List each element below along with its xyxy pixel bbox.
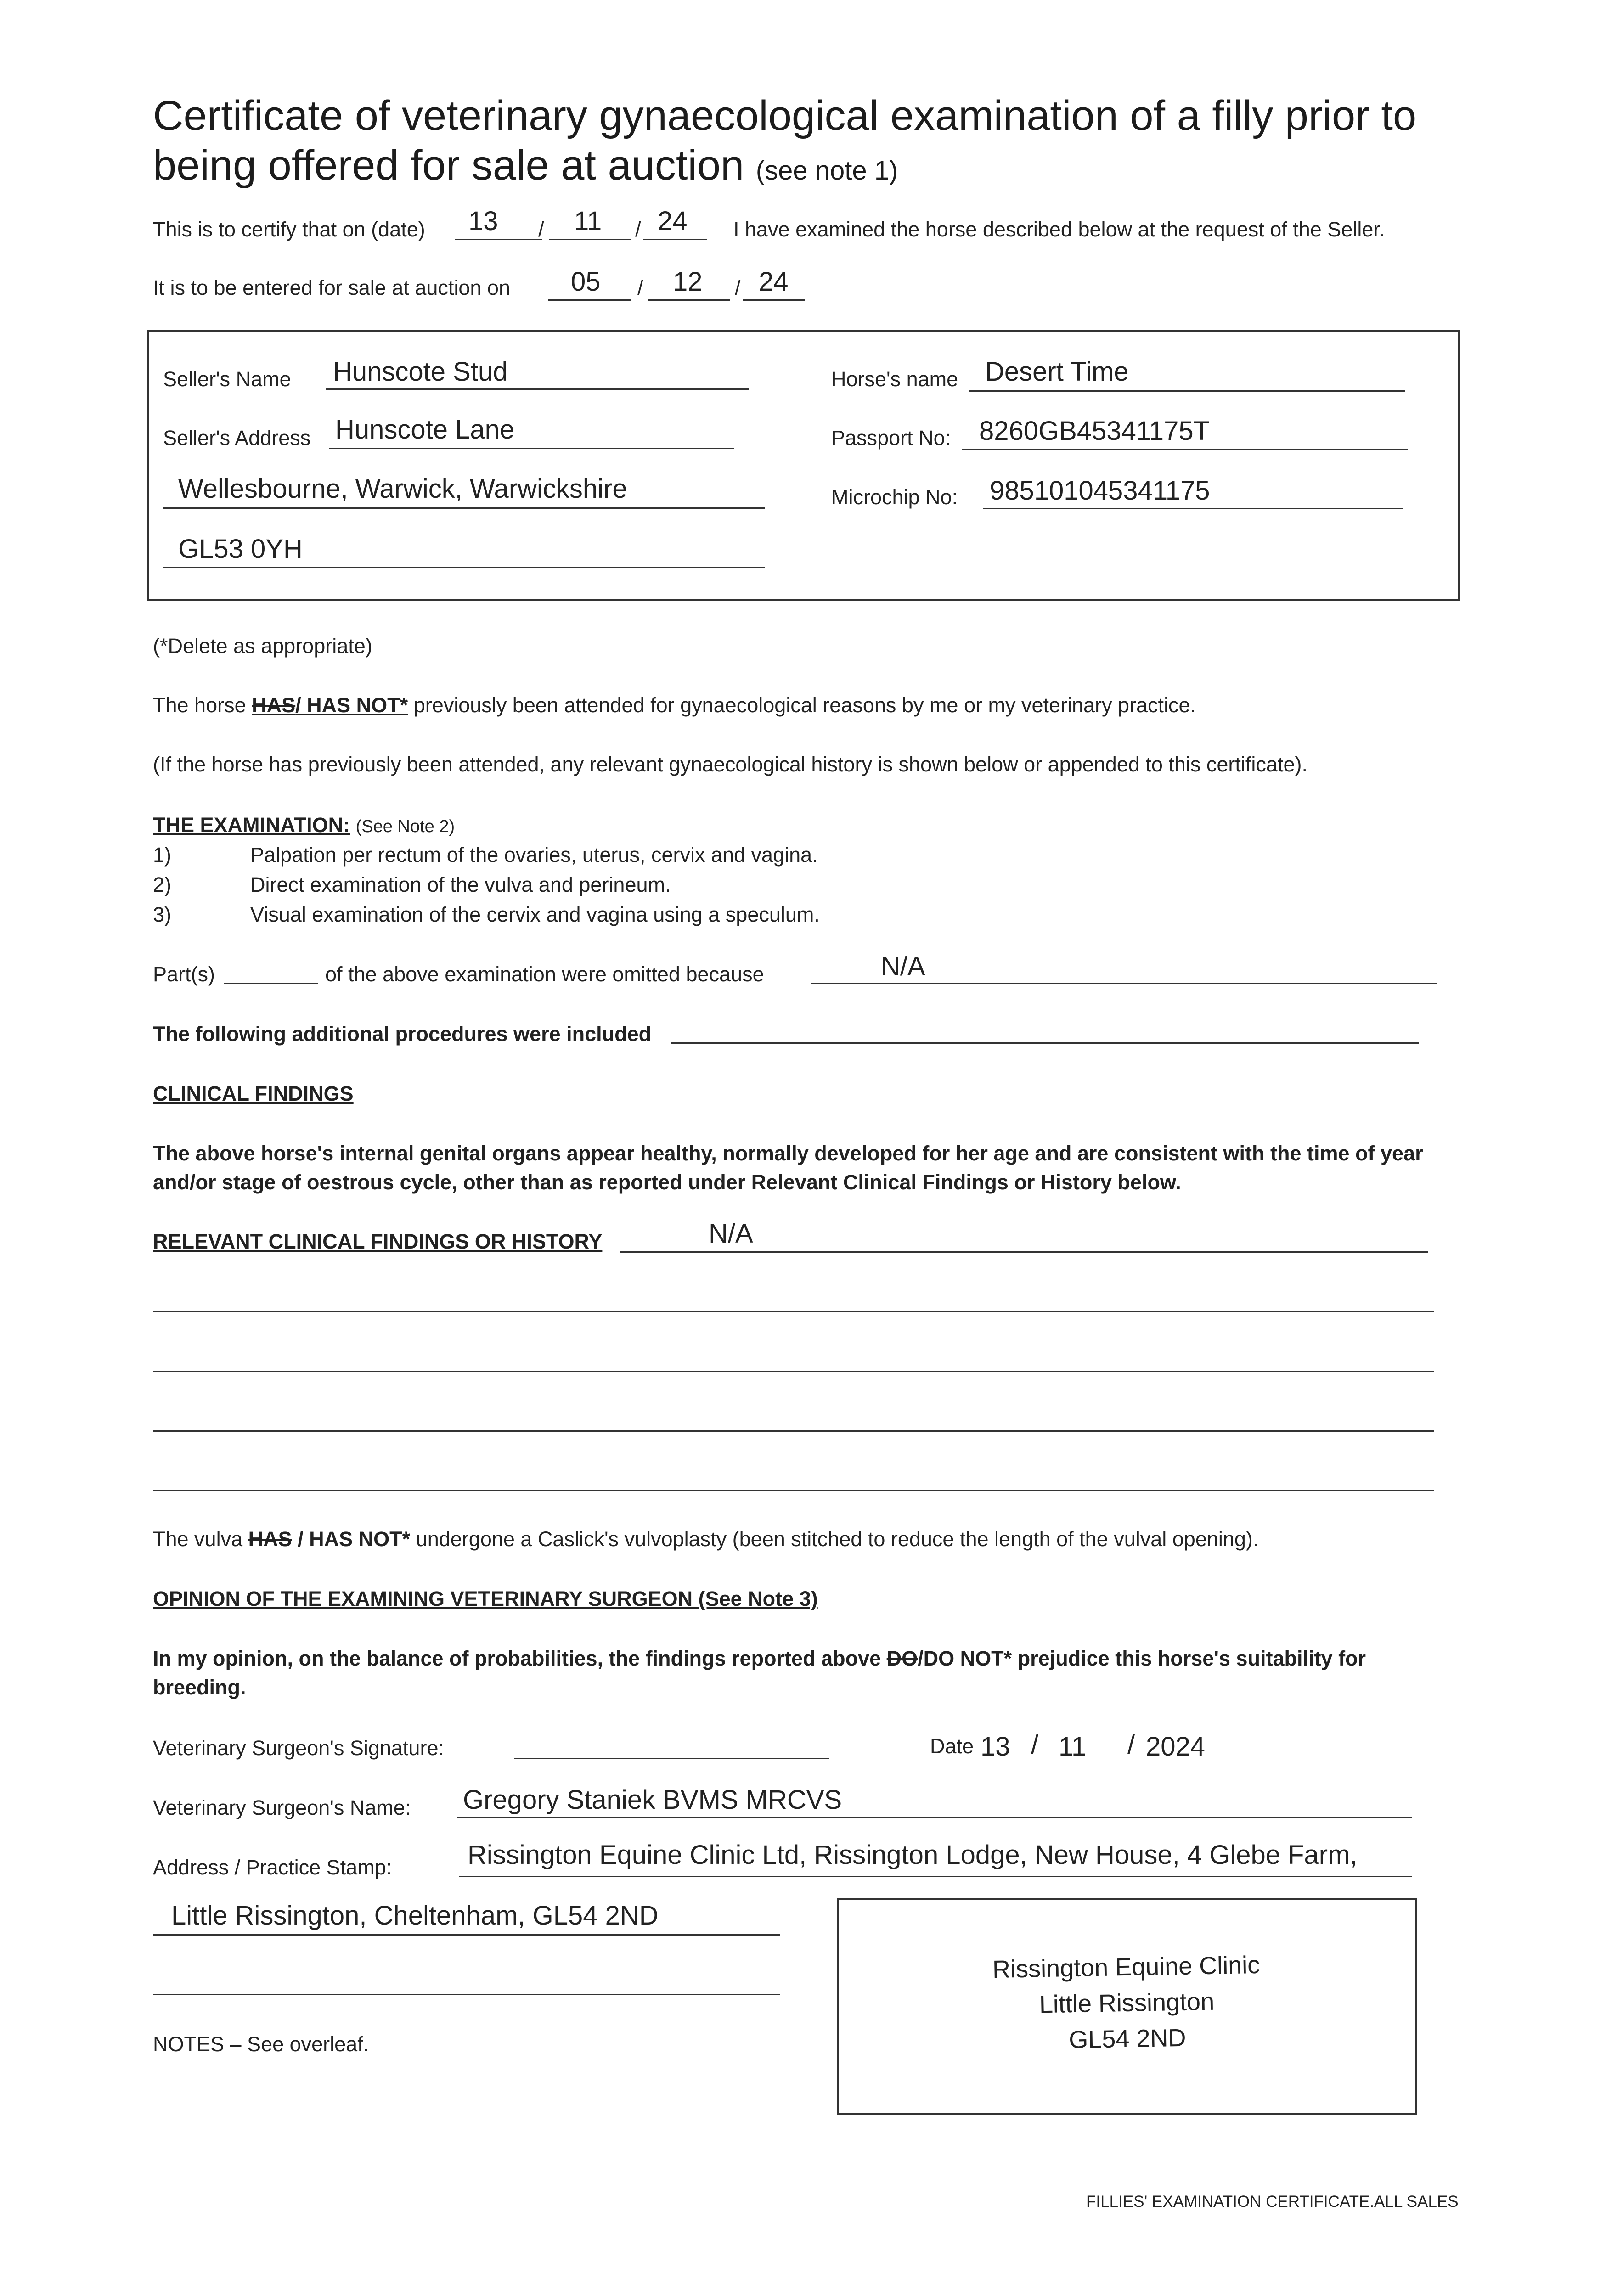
auction-slash-1: / — [637, 276, 643, 299]
seller-address-1[interactable]: Hunscote Lane — [335, 415, 515, 445]
stamp-line-2: Little Rissington — [1039, 1987, 1215, 2019]
stamp-line-1: Rissington Equine Clinic — [992, 1951, 1260, 1984]
practice-address-1[interactable]: Rissington Equine Clinic Ltd, Rissington Lodge, New House, 4 Glebe Farm, — [468, 1840, 1358, 1870]
certify-slash-2: / — [635, 218, 641, 241]
footer-text: FILLIES' EXAMINATION CERTIFICATE.ALL SALES — [1086, 2193, 1459, 2211]
seller-address-2[interactable]: Wellesbourne, Warwick, Warwickshire — [178, 474, 627, 504]
examination-heading-note: (See Note 2) — [355, 817, 455, 836]
seller-name[interactable]: Hunscote Stud — [333, 357, 508, 387]
vulva-prefix: The vulva — [153, 1527, 243, 1551]
microchip-label: Microchip No: — [831, 485, 958, 509]
omitted-label: of the above examination were omitted because — [325, 962, 764, 986]
vulva-has: HAS — [248, 1527, 292, 1551]
signature-date-label: Date — [930, 1734, 974, 1758]
practice-address-label: Address / Practice Stamp: — [153, 1856, 392, 1879]
additional-label: The following additional procedures were included — [153, 1022, 652, 1046]
opinion-suffix: prejudice this horse's suitability for — [1017, 1647, 1366, 1670]
exam-item-3-text: Visual examination of the cervix and vagina using a speculum. — [250, 903, 820, 926]
microchip-number[interactable]: 985101045341175 — [990, 476, 1210, 506]
signature-date-day[interactable]: 13 — [981, 1732, 1010, 1761]
horse-name[interactable]: Desert Time — [985, 357, 1129, 387]
title-note: (see note 1) — [755, 156, 898, 186]
examination-heading-text: THE EXAMINATION: — [153, 813, 350, 837]
exam-item-3-num: 3) — [153, 903, 172, 926]
clinical-statement-1: The above horse's internal genital organs appear healthy, normally developed for her age and are consistent with the time of year — [153, 1142, 1423, 1165]
certify-slash-1: / — [538, 218, 544, 241]
clinical-heading: CLINICAL FINDINGS — [153, 1082, 354, 1105]
auction-day[interactable]: 05 — [571, 267, 601, 297]
attended-suffix: previously been attended for gynaecological reasons by me or my veterinary practice. — [413, 693, 1196, 717]
practice-address-2[interactable]: Little Rissington, Cheltenham, GL54 2ND — [171, 1901, 659, 1930]
auction-month[interactable]: 12 — [673, 267, 703, 297]
vulva-line — [153, 1527, 1258, 1552]
opinion-line-2: breeding. — [153, 1676, 246, 1699]
auction-prefix: It is to be entered for sale at auction on — [153, 276, 510, 299]
relevant-label: RELEVANT CLINICAL FINDINGS OR HISTORY — [153, 1230, 603, 1253]
history-note: (If the horse has previously been attended, any relevant gynaecological history is shown below or appended to this certificate). — [153, 753, 1307, 776]
opinion-do-not: /DO NOT* — [918, 1647, 1012, 1670]
passport-label: Passport No: — [831, 426, 951, 450]
attended-has: HAS — [252, 693, 296, 717]
relevant-value[interactable]: N/A — [709, 1219, 753, 1249]
certify-day[interactable]: 13 — [468, 206, 498, 236]
title-line-2-text: being offered for sale at auction — [153, 142, 744, 189]
practice-stamp — [836, 1944, 1418, 2062]
signature-label: Veterinary Surgeon's Signature: — [153, 1736, 444, 1760]
exam-item-2-text: Direct examination of the vulva and perineum. — [250, 873, 671, 896]
parts-label: Part(s) — [153, 962, 215, 986]
exam-item-1-num: 1) — [153, 843, 172, 867]
clinical-statement-2: and/or stage of oestrous cycle, other than as reported under Relevant Clinical Findings or History below. — [153, 1171, 1181, 1194]
exam-item-1-text: Palpation per rectum of the ovaries, uterus, cervix and vagina. — [250, 843, 818, 867]
opinion-do: DO — [886, 1647, 918, 1670]
omitted-value[interactable]: N/A — [881, 951, 925, 981]
attended-has-not: / HAS NOT* — [295, 693, 408, 717]
certify-suffix: I have examined the horse described below at the request of the Seller. — [733, 218, 1385, 241]
horse-name-label: Horse's name — [831, 367, 958, 391]
stamp-line-3: GL54 2ND — [1068, 2024, 1186, 2054]
attended-prefix: The horse — [153, 693, 246, 717]
title-line-1: Certificate of veterinary gynaecological examination of a filly prior to — [153, 92, 1417, 139]
signature-date-month[interactable]: 11 — [1059, 1732, 1087, 1761]
signature-date-slash-1: / — [1031, 1730, 1039, 1760]
title-line-2 — [153, 141, 898, 196]
seller-address-label: Seller's Address — [163, 426, 311, 450]
certify-prefix: This is to certify that on (date) — [153, 218, 425, 241]
exam-item-2-num: 2) — [153, 873, 172, 896]
opinion-line-1 — [153, 1646, 1366, 1671]
signature-date-year[interactable]: 2024 — [1146, 1732, 1206, 1761]
examination-heading — [153, 813, 455, 839]
opinion-heading: OPINION OF THE EXAMINING VETERINARY SURGEON (See Note 3) — [153, 1587, 818, 1610]
vet-name-label: Veterinary Surgeon's Name: — [153, 1796, 411, 1819]
vet-name[interactable]: Gregory Staniek BVMS MRCVS — [463, 1785, 842, 1815]
signature-date-slash-2: / — [1127, 1730, 1135, 1760]
delete-note: (*Delete as appropriate) — [153, 634, 372, 658]
seller-address-3[interactable]: GL53 0YH — [178, 534, 303, 564]
passport-number[interactable]: 8260GB45341175T — [979, 416, 1210, 446]
auction-year[interactable]: 24 — [759, 267, 789, 297]
certify-year[interactable]: 24 — [658, 206, 688, 236]
certify-month[interactable]: 11 — [574, 206, 602, 236]
seller-name-label: Seller's Name — [163, 367, 291, 391]
attended-line — [153, 693, 1196, 718]
vulva-suffix: undergone a Caslick's vulvoplasty (been stitched to reduce the length of the vulval opening). — [416, 1527, 1259, 1551]
vulva-has-not: / HAS NOT* — [298, 1527, 411, 1551]
opinion-prefix: In my opinion, on the balance of probabilities, the findings reported above — [153, 1647, 881, 1670]
notes-link: NOTES – See overleaf. — [153, 2032, 369, 2056]
auction-slash-2: / — [735, 276, 741, 299]
